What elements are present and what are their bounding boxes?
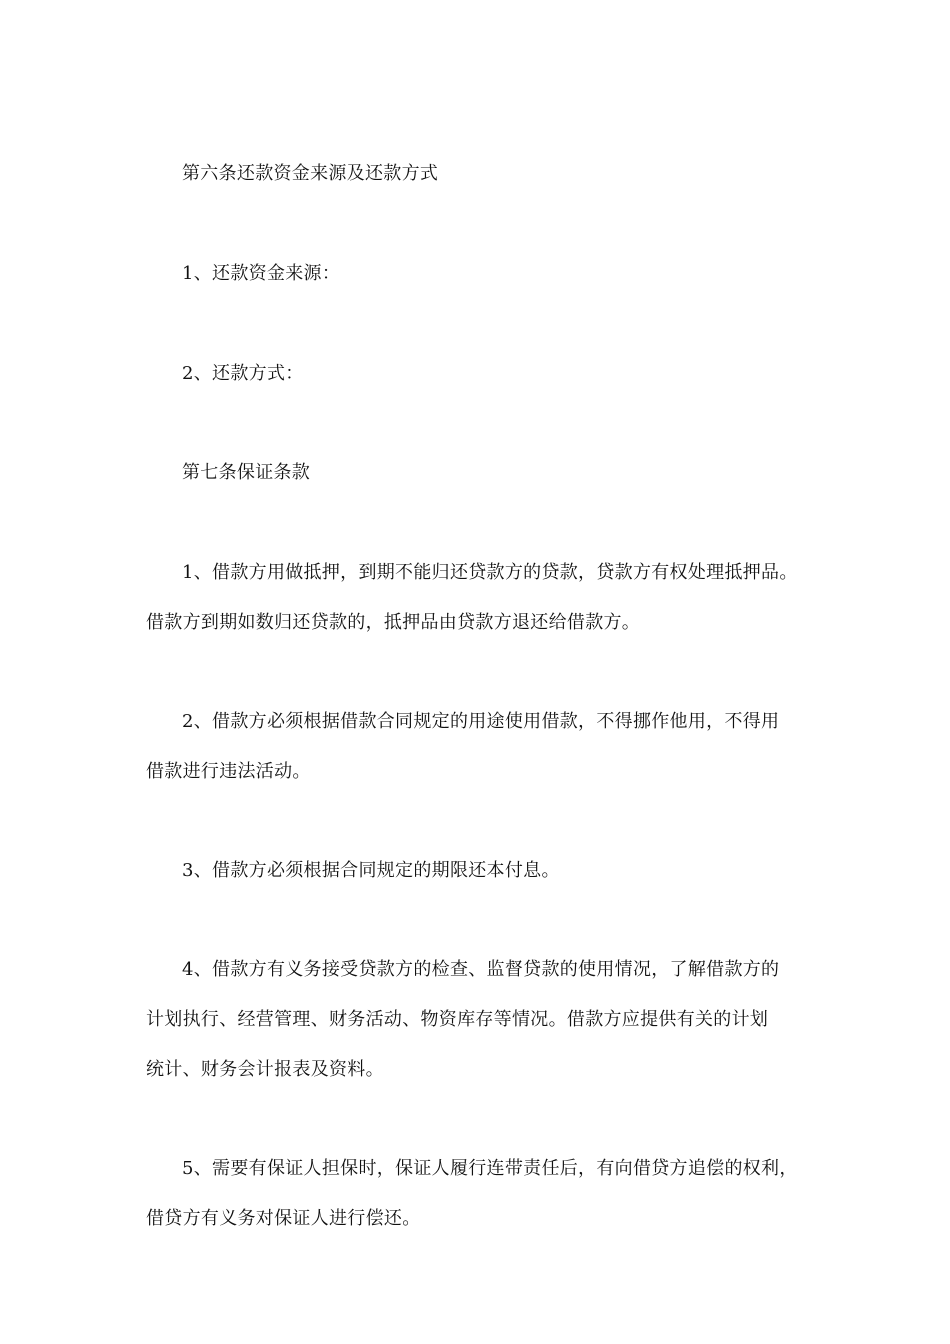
- clause-7-1-line-1: 1、借款方用做抵押，到期不能归还贷款方的贷款，贷款方有权处理抵押品。: [182, 562, 798, 583]
- clause-7-3: 3、借款方必须根据合同规定的期限还本付息。: [182, 860, 560, 881]
- clause-7-2-line-2: 借款进行违法活动。: [146, 761, 311, 782]
- article-7-heading: 第七条保证条款: [182, 462, 311, 483]
- clause-7-5-line-1: 5、需要有保证人担保时，保证人履行连带责任后，有向借贷方追偿的权利，: [182, 1158, 798, 1179]
- clause-7-4-line-2: 计划执行、经营管理、财务活动、物资库存等情况。借款方应提供有关的计划: [146, 1009, 769, 1030]
- clause-6-1: 1、还款资金来源：: [182, 263, 341, 284]
- clause-7-5-line-2: 借贷方有义务对保证人进行偿还。: [146, 1208, 421, 1229]
- article-6-heading: 第六条还款资金来源及还款方式: [182, 163, 439, 184]
- clause-7-4-line-1: 4、借款方有义务接受贷款方的检查、监督贷款的使用情况，了解借款方的: [182, 959, 780, 980]
- clause-6-2: 2、还款方式：: [182, 363, 304, 384]
- clause-7-4-line-3: 统计、财务会计报表及资料。: [146, 1059, 384, 1080]
- clause-7-2-line-1: 2、借款方必须根据借款合同规定的用途使用借款，不得挪作他用，不得用: [182, 711, 780, 732]
- clause-7-1-line-2: 借款方到期如数归还贷款的，抵押品由贷款方退还给借款方。: [146, 612, 641, 633]
